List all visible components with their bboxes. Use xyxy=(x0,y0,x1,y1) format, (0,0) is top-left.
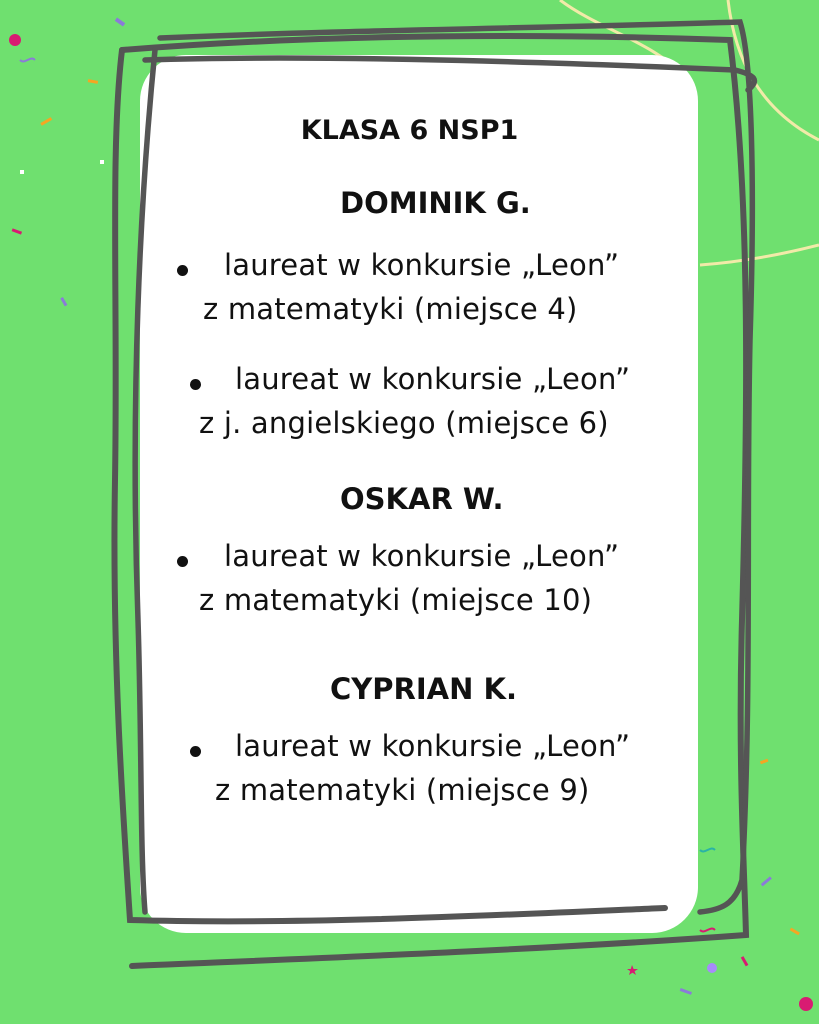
award-line: laureat w konkursie „Leon” xyxy=(235,362,631,396)
bullet-icon xyxy=(177,556,188,567)
award-line: laureat w konkursie „Leon” xyxy=(224,539,620,573)
award-line: laureat w konkursie „Leon” xyxy=(224,248,620,282)
bullet-icon xyxy=(177,265,188,276)
award-line: z j. angielskiego (miejsce 6) xyxy=(199,406,609,440)
award-line: z matematyki (miejsce 4) xyxy=(203,292,578,326)
student-name: CYPRIAN K. xyxy=(330,672,517,706)
award-line: laureat w konkursie „Leon” xyxy=(235,729,631,763)
bullet-icon xyxy=(190,379,201,390)
award-line: z matematyki (miejsce 10) xyxy=(199,583,593,617)
award-line: z matematyki (miejsce 9) xyxy=(215,773,590,807)
page-title: KLASA 6 NSP1 xyxy=(300,115,519,146)
bullet-icon xyxy=(190,746,201,757)
student-name: OSKAR W. xyxy=(340,482,504,516)
student-name: DOMINIK G. xyxy=(340,186,531,220)
